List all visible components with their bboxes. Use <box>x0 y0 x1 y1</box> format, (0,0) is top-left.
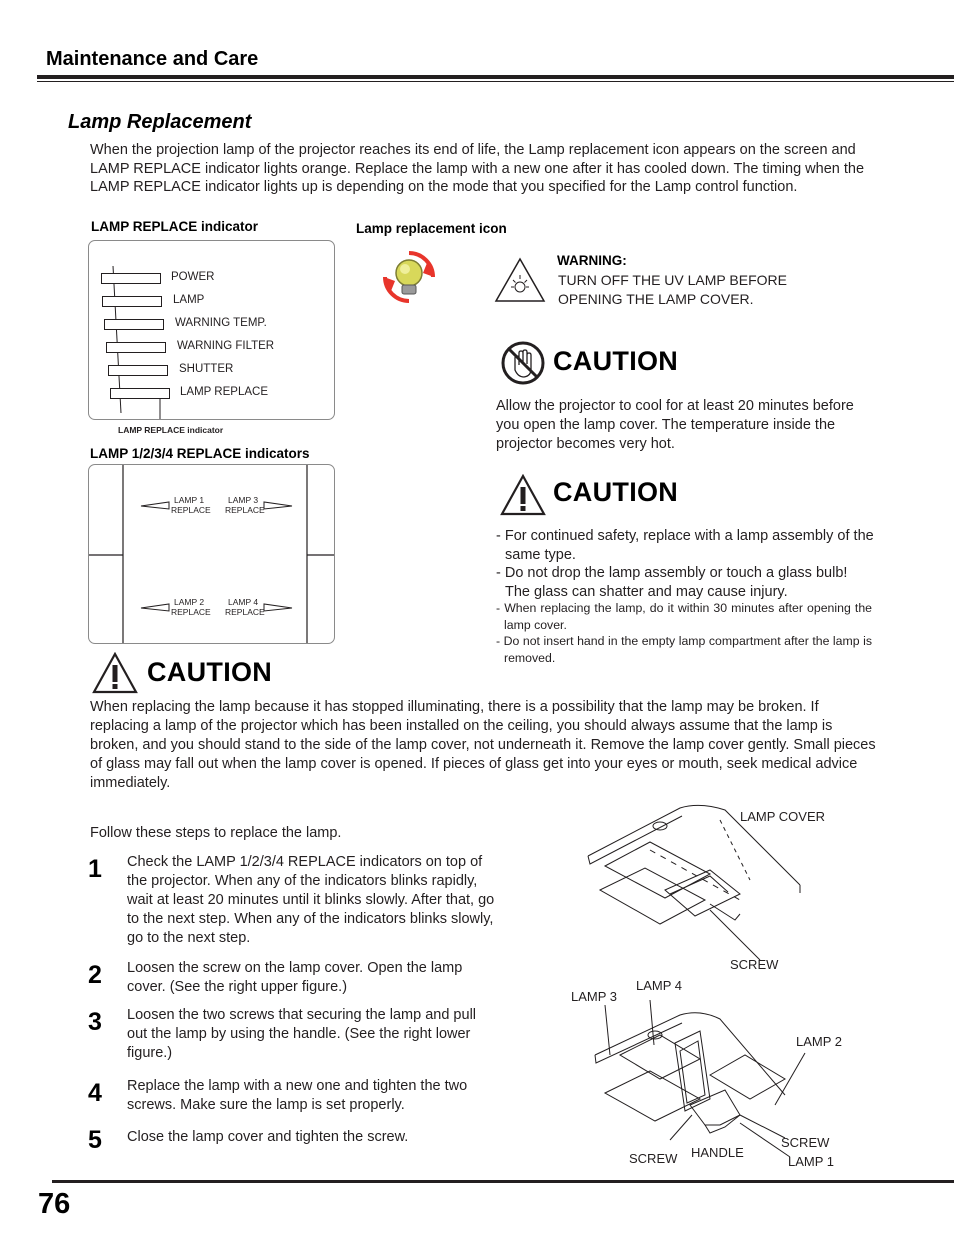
lamp-panel-label: LAMP 1/2/3/4 REPLACE indicators <box>90 446 310 461</box>
lamp2-indicator <box>171 598 211 617</box>
header-rule <box>37 75 954 79</box>
caution-heading-2: CAUTION <box>553 477 679 507</box>
indicator-warning-filter-lamp <box>106 342 166 353</box>
caution-2-item-4: - Do not insert hand in the empty lamp compartment after the lamp is removed. <box>496 634 872 665</box>
section-title: Maintenance and Care <box>46 48 259 70</box>
indicator-lamp-replace-lamp <box>110 388 170 399</box>
lamp-cover-figure <box>560 800 850 975</box>
intro-paragraph: When the projection lamp of the projector reaches its end of life, the Lamp replacement icon appears on the screen and LAMP REPLACE indicator lights orange. Replace the lamp with a new one after it has cooled down. The timing when the LAMP REPLACE indicator lights up is depending on the mode that you specified for the Lamp control function. <box>90 142 865 195</box>
indicator-panel-label: LAMP REPLACE indicator <box>91 219 259 234</box>
lamp2-status: REPLACE <box>171 606 211 617</box>
warning-title: WARNING: <box>557 253 627 268</box>
warning-line-1: TURN OFF THE UV LAMP BEFORE <box>558 272 787 288</box>
lamp-4-label: LAMP 4 <box>636 978 683 993</box>
indicator-power-label: POWER <box>171 271 215 283</box>
lamp3-status: REPLACE <box>225 504 265 515</box>
lamp3-name: LAMP 3 <box>228 495 259 505</box>
lamp-cover-drawing <box>560 800 850 975</box>
step-3-number: 3 <box>88 1008 102 1036</box>
lamp1-name: LAMP 1 <box>174 495 205 505</box>
header-rule-thin <box>37 81 954 82</box>
step-1-text: Check the LAMP 1/2/3/4 REPLACE indicators on top of the projector. When any of the indicators blinks rapidly, wait at least 20 minutes until it blinks slowly. After that, go to the next step. When any of the indicators blinks slowly, go to the next step. <box>127 854 495 946</box>
indicator-panel <box>88 240 335 420</box>
step-1-number: 1 <box>88 855 102 883</box>
caution-3-text: When replacing the lamp because it has stopped illuminating, there is a possibility that the lamp may be broken. If replacing a lamp of the projector which has been installed on the ceiling, you should always assume that the lamp is broken, and you should stand to the side of the lamp cover, not underneath it. Remove the lamp cover gently. Small pieces of glass may fall out when the lamp cover is opened. If pieces of glass get into your eyes or mouth, seek medical advice immediately. <box>90 699 876 791</box>
lamp-cover-label: LAMP COVER <box>740 809 826 824</box>
indicator-warning-filter-label: WARNING FILTER <box>177 340 275 352</box>
lamp3-indicator <box>225 496 265 515</box>
uv-warning-icon <box>494 257 546 303</box>
lamp-3-label: LAMP 3 <box>571 989 618 1004</box>
step-5-text: Close the lamp cover and tighten the screw. <box>127 1129 409 1145</box>
step-5-number: 5 <box>88 1126 102 1154</box>
lamp-replacement-icon <box>381 249 437 305</box>
lamp4-name: LAMP 4 <box>228 597 259 607</box>
indicator-lamp-lamp <box>102 296 162 307</box>
warning-line-2: OPENING THE LAMP COVER. <box>558 291 754 307</box>
caution-2-item-1: - For continued safety, replace with a lamp assembly of the same type. <box>496 528 874 563</box>
lamp-2-label: LAMP 2 <box>796 1034 843 1049</box>
upper-screw-label: SCREW <box>730 957 779 972</box>
lamp-icon-label: Lamp replacement icon <box>356 221 507 236</box>
step-4-text: Replace the lamp with a new one and tighten the two screws. Make sure the lamp is set properly. <box>127 1078 468 1113</box>
step-4-number: 4 <box>88 1079 102 1107</box>
handle-label: HANDLE <box>691 1145 744 1160</box>
lamp-removal-figure <box>560 975 860 1175</box>
lamp4-status: REPLACE <box>225 606 265 617</box>
lamp2-name: LAMP 2 <box>174 597 205 607</box>
lamp-replacement-title: Lamp Replacement <box>68 111 252 133</box>
lamp-panel-line-art <box>89 465 334 643</box>
steps-intro: Follow these steps to replace the lamp. <box>90 825 342 841</box>
lamp-indicators-panel <box>88 464 335 644</box>
indicator-shutter-label: SHUTTER <box>179 363 234 375</box>
lower-screw-left-label: SCREW <box>629 1151 678 1166</box>
no-touch-icon <box>500 340 546 386</box>
step-2-text: Loosen the screw on the lamp cover. Open the lamp cover. (See the right upper figure.) <box>127 960 463 995</box>
footer-rule <box>52 1180 954 1183</box>
page-number: 76 <box>38 1188 71 1220</box>
indicator-power-lamp <box>101 273 161 284</box>
lower-screw-right-label: SCREW <box>781 1135 830 1150</box>
step-3-text: Loosen the two screws that securing the lamp and pull out the lamp by using the handle. (See the right lower figure.) <box>127 1007 477 1061</box>
indicator-lamp-label: LAMP <box>173 294 205 306</box>
indicator-shutter-lamp <box>108 365 168 376</box>
indicator-caption: LAMP REPLACE indicator <box>118 425 224 435</box>
caution-heading-1: CAUTION <box>553 346 679 376</box>
lamp1-status: REPLACE <box>171 504 211 515</box>
lamp4-indicator <box>225 598 265 617</box>
indicator-lamp-replace-label: LAMP REPLACE <box>180 386 268 398</box>
step-2-number: 2 <box>88 961 102 989</box>
lamp1-indicator <box>171 496 211 515</box>
caution-2-item-3: - When replacing the lamp, do it within 30 minutes after opening the lamp cover. <box>496 601 872 632</box>
caution-heading-3: CAUTION <box>147 657 273 687</box>
caution-1-text: Allow the projector to cool for at least 20 minutes before you open the lamp cover. The temperature inside the projector becomes very hot. <box>496 398 854 452</box>
caution-triangle-icon-3 <box>92 652 138 694</box>
caution-triangle-icon-2 <box>500 474 546 516</box>
indicator-warning-temp-lamp <box>104 319 164 330</box>
lamp-1-label: LAMP 1 <box>788 1154 835 1169</box>
indicator-warning-temp-label: WARNING TEMP. <box>175 317 267 329</box>
caution-2-item-2: - Do not drop the lamp assembly or touch a glass bulb! The glass can shatter and may cause injury. <box>496 565 848 600</box>
